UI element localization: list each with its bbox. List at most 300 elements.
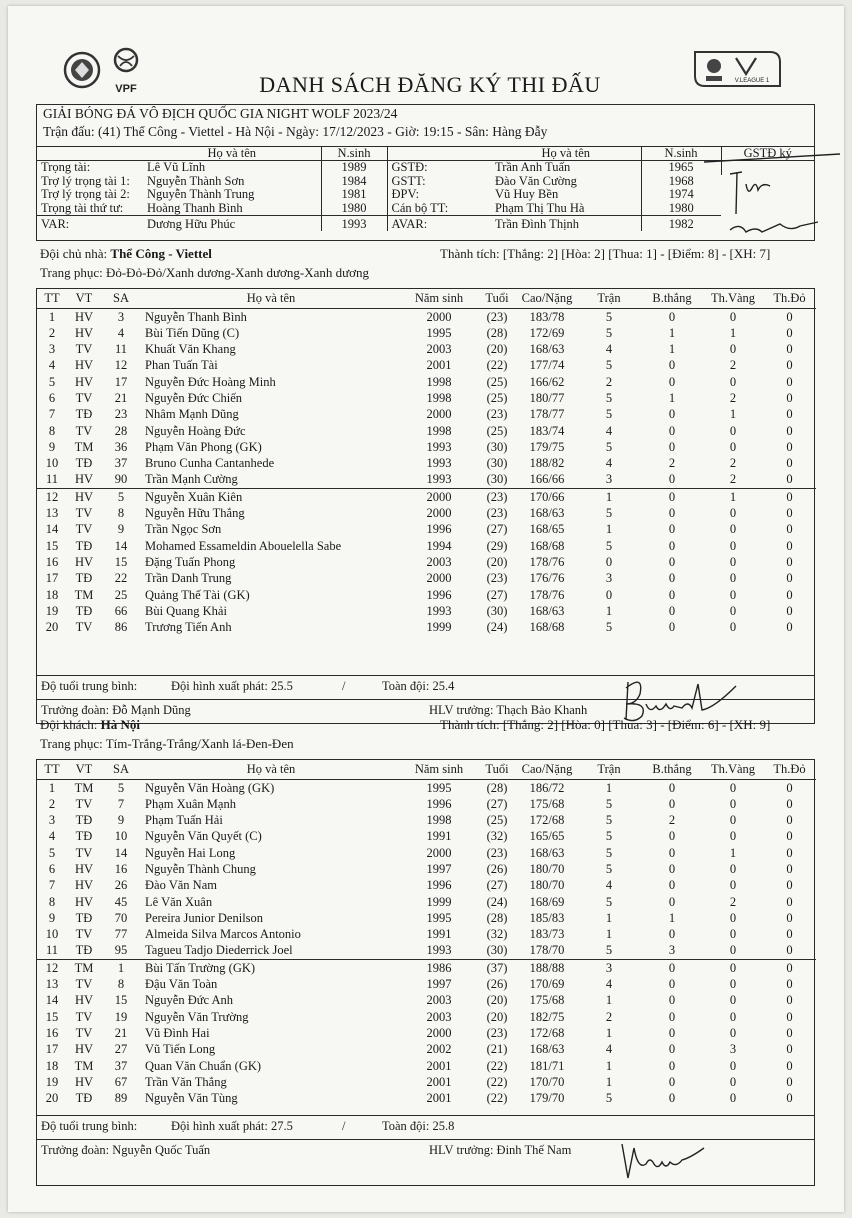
player-sa: 37 — [114, 1058, 128, 1073]
player-row — [37, 812, 816, 828]
player-name: Phan Tuấn Tài — [145, 358, 218, 373]
official-row: VAR: Dương Hữu Phúc 1993 AVAR: Trần Đình Thịnh 1982 — [37, 216, 814, 232]
player-goals: 0 — [668, 603, 676, 618]
player-name: Bruno Cunha Cantanhede — [145, 456, 275, 471]
player-vt: HV — [74, 878, 94, 893]
player-year: 1993 — [426, 472, 452, 487]
player-goals: 0 — [668, 1091, 676, 1106]
player-tt: 5 — [48, 845, 56, 860]
player-matches: 0 — [605, 587, 613, 602]
player-year: 1998 — [426, 374, 452, 389]
player-vt: TV — [75, 927, 93, 942]
player-matches: 0 — [605, 554, 613, 569]
player-row — [37, 828, 816, 844]
supervisor-signature-icon — [700, 152, 844, 244]
player-name: Nguyễn Thành Chung — [145, 861, 256, 876]
player-tt: 11 — [45, 472, 59, 487]
player-name: Mohamed Essameldin Abouelella Sabe — [145, 538, 342, 553]
player-year: 1996 — [426, 587, 452, 602]
player-age: (30) — [486, 943, 508, 958]
player-red: 0 — [786, 796, 793, 811]
player-sa: 86 — [114, 620, 128, 635]
player-year: 2000 — [426, 407, 452, 422]
official-row: Trọng tài: Lê Vũ Lĩnh 1989 GSTĐ: Trần Anh Tuấn 1965 — [37, 161, 814, 175]
player-height-weight: 168/65 — [529, 522, 565, 537]
player-vt: TV — [75, 342, 93, 357]
player-goals: 0 — [668, 878, 676, 893]
player-sa: 66 — [114, 603, 128, 618]
player-age: (24) — [486, 894, 508, 909]
player-tt: 13 — [45, 506, 59, 521]
player-row — [37, 603, 816, 619]
player-name: Trần Văn Thắng — [145, 1074, 227, 1089]
league-name: GIẢI BÓNG ĐÁ VÔ ĐỊCH QUỐC GIA NIGHT WOLF 2023/24 — [43, 106, 398, 121]
player-sa: 9 — [117, 813, 125, 828]
player-tt: 20 — [45, 620, 59, 635]
home-team-record: Thành tích: [Thắng: 2] [Hòa: 2] [Thua: 1] - [Điểm: 8] - [XH: 7] — [440, 246, 771, 261]
player-matches: 5 — [605, 796, 613, 811]
player-goals: 0 — [668, 861, 676, 876]
page-title: DANH SÁCH ĐĂNG KÝ THI ĐẤU — [259, 72, 601, 97]
player-row — [37, 308, 816, 325]
player-height-weight: 180/77 — [529, 390, 565, 405]
player-matches: 1 — [605, 993, 613, 1008]
player-goals: 0 — [668, 571, 676, 586]
away-avg-all: Toàn đội: 25.8 — [382, 1119, 455, 1133]
player-sa: 11 — [114, 342, 128, 357]
player-goals: 0 — [668, 620, 676, 635]
player-sa: 15 — [114, 554, 128, 569]
player-red: 0 — [786, 342, 793, 357]
player-red: 0 — [786, 943, 793, 958]
player-height-weight: 188/82 — [529, 456, 565, 471]
player-year: 1995 — [426, 910, 452, 925]
player-tt: 11 — [45, 943, 59, 958]
player-matches: 4 — [605, 342, 613, 357]
player-height-weight: 186/72 — [529, 780, 565, 795]
player-vt: HV — [74, 472, 94, 487]
away-coach: HLV trưởng: Đinh Thế Nam — [429, 1143, 572, 1157]
player-height-weight: 180/70 — [529, 878, 565, 893]
player-yellow: 0 — [729, 977, 737, 992]
player-goals: 0 — [668, 358, 676, 373]
away-roster-body — [37, 779, 816, 1106]
player-yellow: 0 — [729, 1074, 737, 1089]
player-goals: 0 — [668, 1058, 676, 1073]
player-matches: 3 — [605, 571, 613, 586]
player-age: (20) — [486, 993, 508, 1008]
player-matches: 3 — [577, 959, 641, 976]
player-age: (28) — [486, 780, 508, 795]
player-yellow: 2 — [729, 456, 737, 471]
player-vt: HV — [74, 358, 94, 373]
player-age: (22) — [486, 358, 508, 373]
player-red: 0 — [786, 977, 793, 992]
player-matches: 5 — [605, 506, 613, 521]
player-red: 0 — [786, 309, 793, 324]
player-goals: 0 — [641, 488, 703, 505]
player-year: 1998 — [426, 813, 452, 828]
player-age: (23) — [486, 571, 508, 586]
player-age: (30) — [486, 603, 508, 618]
player-row — [37, 455, 816, 471]
player-year: 2000 — [426, 309, 452, 324]
player-age: (26) — [486, 977, 508, 992]
player-matches: 4 — [605, 456, 613, 471]
player-year: 2003 — [426, 554, 452, 569]
player-vt: TĐ — [75, 813, 93, 828]
player-vt: TV — [75, 845, 93, 860]
player-row — [37, 1041, 816, 1057]
home-manager: Trưởng đoàn: Đỗ Mạnh Dũng — [41, 703, 191, 717]
player-yellow: 0 — [729, 780, 737, 795]
player-matches: 5 — [605, 845, 613, 860]
player-sa: 36 — [114, 439, 128, 454]
player-yellow: 0 — [729, 587, 737, 602]
player-yellow: 0 — [729, 1091, 737, 1106]
player-sa: 12 — [114, 358, 128, 373]
player-yellow: 0 — [729, 927, 737, 942]
player-yellow: 0 — [729, 423, 737, 438]
player-tt: 10 — [45, 927, 59, 942]
player-row — [37, 877, 816, 893]
player-red: 0 — [763, 488, 816, 505]
player-yellow: 1 — [729, 325, 737, 340]
player-red: 0 — [786, 894, 793, 909]
player-year: 1999 — [426, 894, 452, 909]
player-name: Nguyễn Đức Chiến — [145, 390, 243, 405]
player-yellow: 3 — [729, 1042, 737, 1057]
player-height-weight: 172/69 — [529, 325, 565, 340]
player-tt: 13 — [45, 977, 59, 992]
player-height-weight: 166/66 — [529, 472, 565, 487]
player-tt: 18 — [45, 1058, 59, 1073]
player-vt: TM — [74, 780, 94, 795]
player-red: 0 — [786, 878, 793, 893]
player-yellow: 1 — [729, 407, 737, 422]
player-name: Đặng Tuấn Phong — [145, 554, 236, 569]
player-sa: 26 — [114, 878, 128, 893]
player-yellow: 0 — [729, 1058, 737, 1073]
player-age: (30) — [486, 472, 508, 487]
player-tt: 17 — [45, 1042, 59, 1057]
player-red: 0 — [786, 439, 793, 454]
player-vt: TĐ — [75, 943, 93, 958]
player-goals: 0 — [668, 1009, 676, 1024]
player-tt: 14 — [45, 993, 59, 1008]
player-sa: 15 — [114, 993, 128, 1008]
player-row — [37, 341, 816, 357]
player-matches: 5 — [605, 943, 613, 958]
player-vt: TV — [75, 522, 93, 537]
player-tt: 15 — [45, 1009, 59, 1024]
player-vt: TĐ — [75, 456, 93, 471]
player-age: (26) — [486, 861, 508, 876]
player-row — [37, 1090, 816, 1106]
home-roster-box — [36, 288, 815, 676]
home-team-label: Đội chủ nhà: — [40, 246, 111, 261]
player-yellow: 2 — [729, 390, 737, 405]
player-vt: TĐ — [75, 571, 93, 586]
player-tt: 14 — [45, 522, 59, 537]
player-vt: TV — [75, 1025, 93, 1040]
player-name: Nguyễn Văn Trường — [145, 1009, 249, 1024]
player-matches: 1 — [605, 910, 613, 925]
player-tt: 12 — [37, 488, 67, 505]
player-height-weight: 168/63 — [529, 342, 565, 357]
officials-header-name2: Họ và tên — [491, 147, 641, 161]
player-year: 1995 — [426, 780, 452, 795]
player-sa: 1 — [101, 959, 141, 976]
player-red: 0 — [786, 472, 793, 487]
player-sa: 4 — [117, 325, 125, 340]
player-vt: HV — [74, 374, 94, 389]
player-red: 0 — [763, 959, 816, 976]
player-year: 1997 — [426, 977, 452, 992]
player-goals: 0 — [668, 780, 676, 795]
player-tt: 2 — [48, 325, 56, 340]
player-yellow: 0 — [729, 813, 737, 828]
away-age-row: Độ tuổi trung bình: Đội hình xuất phát: 27.5 / Toàn đội: 25.8 — [36, 1116, 815, 1140]
player-age: (32) — [486, 829, 508, 844]
player-goals: 0 — [668, 554, 676, 569]
player-name: Nguyễn Hoàng Đức — [145, 423, 246, 438]
player-age: (27) — [486, 522, 508, 537]
player-name: Nguyễn Đức Hoàng Minh — [145, 374, 276, 389]
player-age: (29) — [486, 538, 508, 553]
player-height-weight: 168/69 — [529, 894, 565, 909]
player-height-weight: 175/68 — [529, 796, 565, 811]
player-vt: TĐ — [75, 407, 93, 422]
player-goals: 0 — [668, 439, 676, 454]
player-height-weight: 168/63 — [529, 845, 565, 860]
home-roster-table — [37, 289, 816, 635]
player-row — [37, 959, 816, 976]
player-goals: 0 — [668, 1074, 676, 1089]
player-vt: TM — [74, 1058, 94, 1073]
player-height-weight: 178/70 — [529, 943, 565, 958]
player-vt: TM — [74, 587, 94, 602]
player-year: 2001 — [426, 1091, 452, 1106]
player-red: 0 — [786, 390, 793, 405]
player-yellow: 2 — [729, 358, 737, 373]
player-matches: 5 — [605, 1091, 613, 1106]
player-tt: 16 — [45, 554, 59, 569]
player-goals: 2 — [668, 813, 676, 828]
player-row — [37, 779, 816, 796]
player-name: Trần Danh Trung — [145, 571, 232, 586]
player-name: Quảng Thế Tài (GK) — [145, 587, 250, 602]
home-roster-header: TT VT SA Họ và tên Năm sinh Tuổi Cao/Nặng Trận B.thắng Th.Vàng Th.Đỏ — [37, 289, 816, 308]
player-red: 0 — [786, 1091, 793, 1106]
player-age: (20) — [486, 342, 508, 357]
player-row — [37, 796, 816, 812]
player-year: 2000 — [426, 845, 452, 860]
player-matches: 1 — [605, 927, 613, 942]
player-goals: 0 — [668, 522, 676, 537]
player-goals: 0 — [668, 977, 676, 992]
officials-table — [36, 146, 815, 241]
player-vt: HV — [74, 325, 94, 340]
player-red: 0 — [786, 845, 793, 860]
player-matches: 4 — [605, 878, 613, 893]
player-red: 0 — [786, 407, 793, 422]
player-goals: 0 — [668, 1025, 676, 1040]
player-age: (23) — [477, 488, 517, 505]
player-year: 2001 — [426, 1074, 452, 1089]
player-vt: HV — [74, 1074, 94, 1089]
player-age: (27) — [486, 587, 508, 602]
player-tt: 19 — [45, 603, 59, 618]
player-sa: 5 — [101, 488, 141, 505]
player-height-weight: 170/66 — [517, 488, 577, 505]
svg-text:V.LEAGUE 1: V.LEAGUE 1 — [734, 78, 770, 84]
player-yellow: 0 — [729, 538, 737, 553]
player-sa: 16 — [114, 861, 128, 876]
officials-header-dob2: N.sinh — [641, 147, 721, 161]
player-year: 1998 — [426, 390, 452, 405]
player-row — [37, 992, 816, 1008]
player-tt: 3 — [48, 342, 56, 357]
player-age: (23) — [486, 309, 508, 324]
player-yellow: 0 — [729, 878, 737, 893]
player-vt: HV — [74, 309, 94, 324]
player-red: 0 — [786, 456, 793, 471]
away-avg-start: Đội hình xuất phát: 27.5 — [171, 1119, 293, 1133]
player-matches: 5 — [605, 407, 613, 422]
player-tt: 17 — [45, 571, 59, 586]
player-goals: 1 — [668, 342, 676, 357]
player-row — [37, 505, 816, 521]
player-age: (25) — [486, 374, 508, 389]
player-sa: 5 — [117, 780, 125, 795]
player-sa: 3 — [117, 309, 125, 324]
player-goals: 0 — [668, 538, 676, 553]
player-sa: 23 — [114, 407, 128, 422]
player-age: (30) — [486, 456, 508, 471]
player-sa: 19 — [114, 1009, 128, 1024]
away-team-kit: Trang phục: Tím-Trắng-Trắng/Xanh lá-Đen-Đen — [40, 736, 294, 751]
home-team-kit: Trang phục: Đỏ-Đỏ-Đỏ/Xanh dương-Xanh dương-Xanh dương — [40, 265, 370, 280]
player-height-weight: 179/70 — [529, 1091, 565, 1106]
away-manager: Trưởng đoàn: Nguyễn Quốc Tuấn — [41, 1143, 211, 1157]
player-height-weight: 179/75 — [529, 439, 565, 454]
player-tt: 6 — [48, 861, 56, 876]
player-yellow: 2 — [729, 894, 737, 909]
player-row — [37, 1058, 816, 1074]
player-red: 0 — [786, 620, 793, 635]
player-matches: 5 — [605, 325, 613, 340]
player-year: 2000 — [401, 488, 477, 505]
player-vt: HV — [67, 488, 101, 505]
player-height-weight: 172/68 — [529, 1025, 565, 1040]
player-row — [37, 587, 816, 603]
player-goals: 0 — [668, 472, 676, 487]
player-goals: 0 — [668, 407, 676, 422]
player-vt: TM — [74, 439, 94, 454]
player-vt: HV — [74, 993, 94, 1008]
player-matches: 5 — [605, 439, 613, 454]
player-vt: HV — [74, 894, 94, 909]
player-matches: 5 — [605, 358, 613, 373]
player-height-weight: 168/63 — [529, 506, 565, 521]
player-sa: 9 — [117, 522, 125, 537]
player-row — [37, 439, 816, 455]
player-age: (25) — [486, 390, 508, 405]
player-matches: 5 — [605, 861, 613, 876]
player-year: 2003 — [426, 342, 452, 357]
player-year: 1995 — [426, 325, 452, 340]
player-tt: 19 — [45, 1074, 59, 1089]
player-name: Bùi Tấn Trường (GK) — [141, 959, 401, 976]
player-row — [37, 538, 816, 554]
player-yellow: 0 — [729, 603, 737, 618]
player-yellow: 0 — [729, 829, 737, 844]
player-yellow: 2 — [729, 472, 737, 487]
home-avg-start: Đội hình xuất phát: 25.5 — [171, 679, 293, 693]
player-vt: TV — [75, 423, 93, 438]
player-age: (23) — [486, 407, 508, 422]
player-height-weight: 176/76 — [529, 571, 565, 586]
player-name: Nguyễn Văn Hoàng (GK) — [145, 780, 275, 795]
player-name: Bùi Quang Khải — [145, 603, 227, 618]
player-year: 2001 — [426, 358, 452, 373]
player-name: Trần Mạnh Cường — [145, 472, 238, 487]
home-age-row: Độ tuổi trung bình: Đội hình xuất phát: 25.5 / Toàn đội: 25.4 — [36, 676, 815, 700]
player-age: (28) — [486, 910, 508, 925]
player-matches: 4 — [605, 1042, 613, 1057]
player-height-weight: 170/69 — [529, 977, 565, 992]
player-red: 0 — [786, 522, 793, 537]
player-yellow: 0 — [729, 1009, 737, 1024]
player-sa: 17 — [114, 374, 128, 389]
player-sa: 25 — [114, 587, 128, 602]
player-name: Pereira Junior Denilson — [145, 910, 264, 925]
player-row — [37, 357, 816, 373]
player-matches: 1 — [605, 1058, 613, 1073]
player-row — [37, 619, 816, 635]
player-year: 1996 — [426, 522, 452, 537]
player-yellow: 0 — [729, 342, 737, 357]
player-row — [37, 521, 816, 537]
player-height-weight: 168/63 — [529, 1042, 565, 1057]
player-year: 2000 — [426, 1025, 452, 1040]
player-tt: 8 — [48, 894, 56, 909]
player-year: 2003 — [426, 993, 452, 1008]
player-tt: 1 — [48, 780, 56, 795]
player-sa: 7 — [117, 796, 125, 811]
player-vt: TĐ — [75, 1091, 93, 1106]
match-info: Trận đấu: (41) Thể Công - Viettel - Hà Nội - Ngày: 17/12/2023 - Giờ: 19:15 - Sân: Hàng Đẫy — [43, 124, 548, 139]
player-sa: 89 — [114, 1091, 128, 1106]
player-vt: TĐ — [75, 910, 93, 925]
player-height-weight: 183/73 — [529, 927, 565, 942]
player-yellow: 1 — [729, 845, 737, 860]
player-age: (27) — [486, 878, 508, 893]
player-sa: 45 — [114, 894, 128, 909]
player-age: (23) — [486, 506, 508, 521]
player-tt: 2 — [48, 796, 56, 811]
player-age: (20) — [486, 554, 508, 569]
player-age: (23) — [486, 845, 508, 860]
home-team-name: Thể Công - Viettel — [110, 246, 212, 261]
player-row — [37, 406, 816, 422]
player-age: (21) — [486, 1042, 508, 1057]
player-name: Nguyễn Xuân Kiên — [141, 488, 401, 505]
player-year: 2000 — [426, 571, 452, 586]
player-goals: 0 — [668, 1042, 676, 1057]
player-height-weight: 178/77 — [529, 407, 565, 422]
